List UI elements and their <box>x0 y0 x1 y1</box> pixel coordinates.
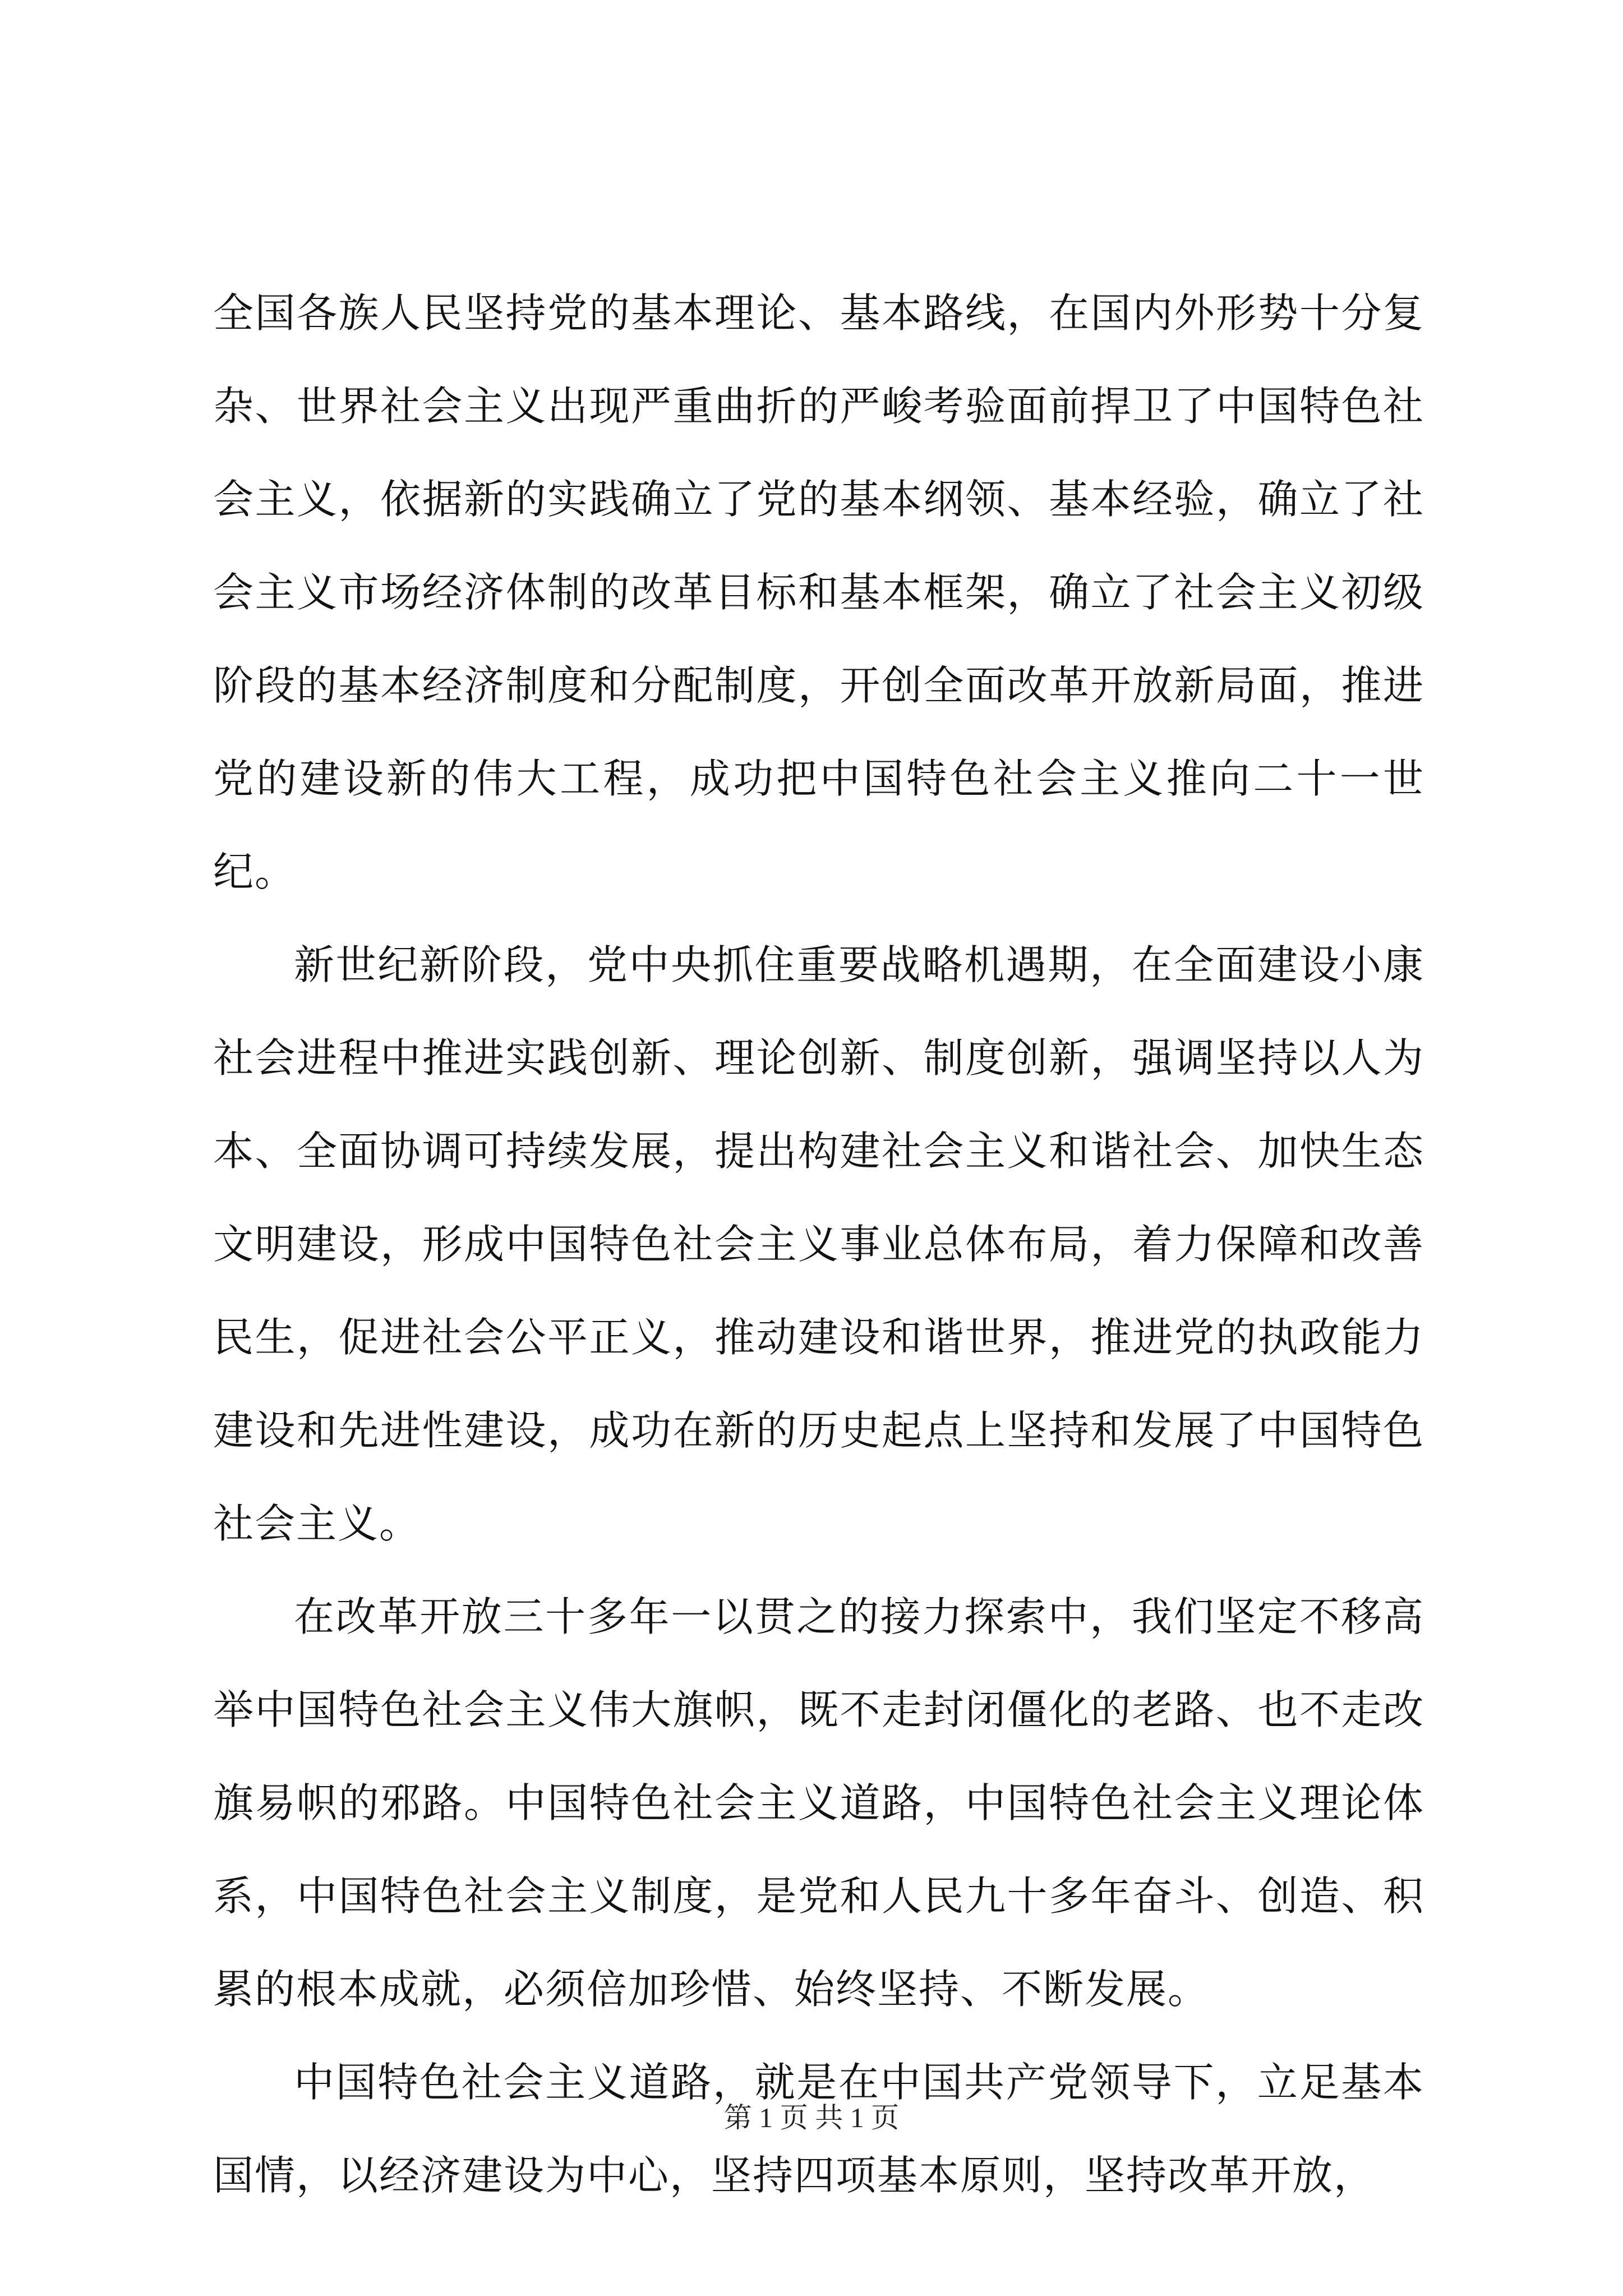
paragraph-1: 全国各族人民坚持党的基本理论、基本路线，在国内外形势十分复杂、世界社会主义出现严重曲折的严峻考验面前捍卫了中国特色社会主义，依据新的实践确立了党的基本纲领、基本经验，确立了社会主义市场经济体制的改革目标和基本框架，确立了社会主义初级阶段的基本经济制度和分配制度，开创全面改革开放新局面，推进党的建设新的伟大工程，成功把中国特色社会主义推向二十一世纪。 <box>213 289 1424 895</box>
document-body <box>213 266 1424 2222</box>
paragraph-4: 中国特色社会主义道路，就是在中国共产党领导下，立足基本国情，以经济建设为中心，坚持四项基本原则，坚持改革开放， <box>213 2059 1424 2199</box>
paragraph-2: 新世纪新阶段，党中央抓住重要战略机遇期，在全面建设小康社会进程中推进实践创新、理论创新、制度创新，强调坚持以人为本、全面协调可持续发展，提出构建社会主义和谐社会、加快生态文明建设，形成中国特色社会主义事业总体布局，着力保障和改善民生，促进社会公平正义，推动建设和谐世界，推进党的执政能力建设和先进性建设，成功在新的历史起点上坚持和发展了中国特色社会主义。 <box>213 941 1424 1547</box>
paragraph-3: 在改革开放三十多年一以贯之的接力探索中，我们坚定不移高举中国特色社会主义伟大旗帜，既不走封闭僵化的老路、也不走改旗易帜的邪路。中国特色社会主义道路，中国特色社会主义理论体系，中国特色社会主义制度，是党和人民九十多年奋斗、创造、积累的根本成就，必须倍加珍惜、始终坚持、不断发展。 <box>213 1593 1424 2013</box>
page-footer: 第 1 页 共 1 页 <box>723 2102 900 2133</box>
